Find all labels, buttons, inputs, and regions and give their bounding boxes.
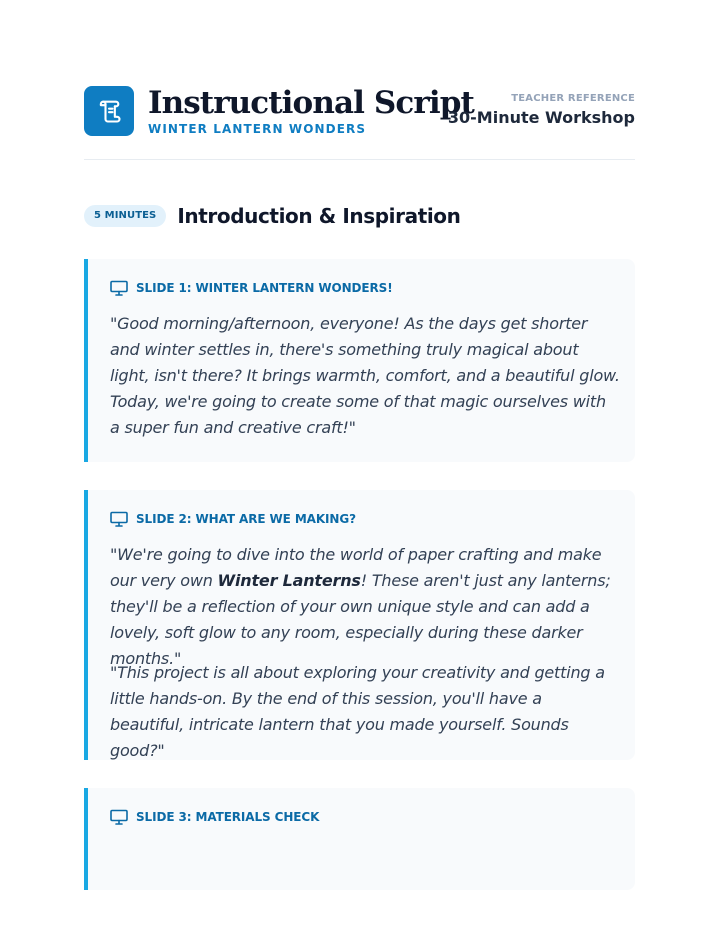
slide-card	[84, 788, 635, 890]
slide-label	[110, 809, 319, 825]
time-badge: 5 MINUTES	[84, 205, 166, 227]
monitor-icon	[110, 280, 128, 296]
monitor-icon	[110, 809, 128, 825]
slide-title: SLIDE 3: MATERIALS CHECK	[136, 810, 320, 824]
scroll-icon	[84, 86, 134, 136]
page-title: Instructional Script	[148, 85, 474, 121]
slide-title: SLIDE 2: WHAT ARE WE MAKING?	[136, 512, 356, 526]
reference-title: 30-Minute Workshop	[447, 108, 635, 127]
monitor-icon	[110, 511, 128, 527]
page-subtitle: WINTER LANTERN WONDERS	[148, 122, 367, 136]
section-title: Introduction & Inspiration	[177, 204, 461, 228]
script-paragraph: "This project is all about exploring your creativity and getting a little hands-on. By the end of this session, you'll have a beautiful, intricate lantern that you made yourself. Sounds good?"	[110, 663, 605, 760]
slide-card	[84, 490, 635, 760]
section-heading	[84, 203, 461, 229]
slide-card	[84, 259, 635, 462]
slide-label	[110, 511, 356, 527]
reference-label: TEACHER REFERENCE	[511, 93, 635, 104]
script-paragraph: "We're going to dive into the world of paper crafting and make our very own Winter Lanterns! These aren't just any lanterns; they'll be a reflection of your own unique style and can add a lovely, soft glow to any room, especially during these darker months."	[110, 545, 611, 668]
script-paragraph: "Good morning/afternoon, everyone! As the days get shorter and winter settles in, there's something truly magical about light, isn't there? It brings warmth, comfort, and a beautiful glow. Today, we're going to create some of that magic ourselves with a super fun and creative craft!"	[110, 314, 620, 437]
emphasis-text: Winter Lanterns	[217, 571, 361, 590]
page-header	[84, 86, 635, 160]
slide-label	[110, 280, 393, 296]
slide-title: SLIDE 1: WINTER LANTERN WONDERS!	[136, 281, 393, 295]
